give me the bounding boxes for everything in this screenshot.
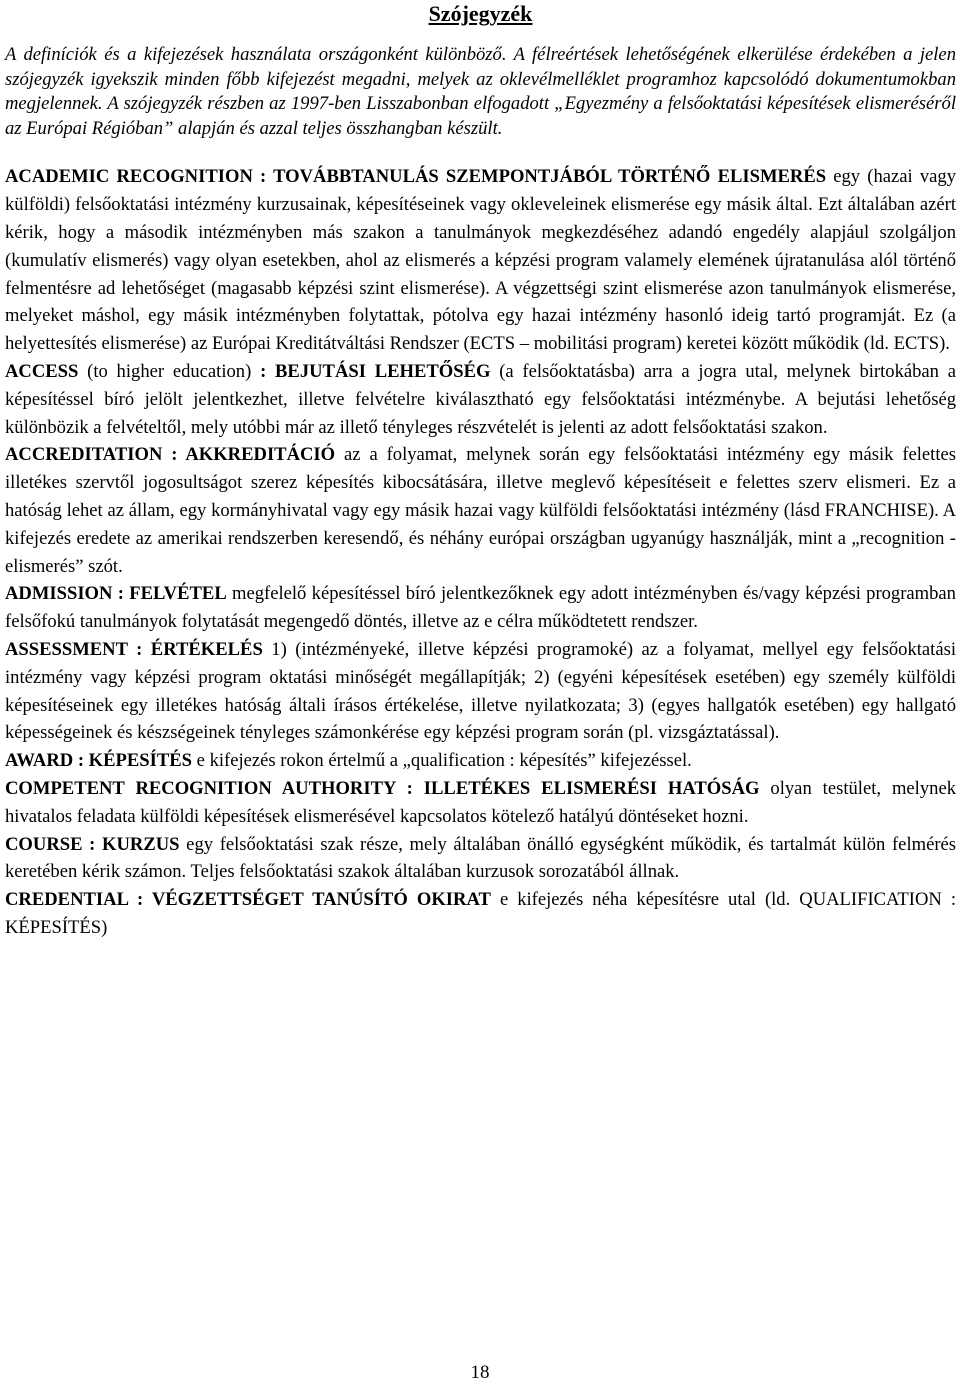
glossary-term: COMPETENT RECOGNITION AUTHORITY : ILLETÉKES ELISMERÉSI HATÓSÁG: [5, 777, 760, 799]
glossary-definition: egy felsőoktatási szak része, mely általában önálló egységként működik, és tartalmát külön felmérés keretében kérik számon. Teljes felsőoktatási szakok általában kurzusok sorozatából állnak.: [5, 833, 957, 883]
glossary-definition: egy (hazai vagy külföldi) felsőoktatási intézmény kurzusainak, képesítéseinek vagy okleveleinek elismerése egy másik által. Ezt általában azért kérik, hogy a második intézményben más szakon a tanulmányok megkezdéséhez adandó engedély alapjául szolgáljon (kumulatív elismerés) vagy olyan esetekben, ahol az elismerés a képzési program valamely elemének újratanulása alól történő felmentésre ad lehetőséget (magasabb képzési szint elismerése). A végzettségi szint elismerése azon tanulmányok elismerése, melyeket máshol, egy másik intézményben folytattak, pótolva egy hazai intézmény hasonló ideig tartó programját. Ez (a helyettesítés elismerése) az Európai Kreditátváltási Rendszer (ECTS – mobilitási program) keretei között működik (ld. ECTS).: [5, 166, 956, 355]
glossary-entry-course: [5, 831, 956, 887]
glossary-entry-accreditation: [5, 441, 956, 580]
glossary-term: ACCESS: [5, 360, 79, 382]
intro-paragraph: A definíciók és a kifejezések használata országonként különböző. A félreértések lehetőségének elkerülése érdekében a jelen szójegyzék igyekszik minden főbb kifejezést megadni, melyek az oklevélmelléklet programhoz kapcsolódó dokumentumokban megjelennek. A szójegyzék részben az 1997-ben Lisszabonban elfogadott „Egyezmény a felsőoktatási képesítések elismeréséről az Európai Régióban” alapján és azzal teljes összhangban készült.: [5, 44, 956, 139]
glossary-definition: (a felsőoktatásba) arra a jogra utal, melynek birtokában a képesítéssel bíró jelölt jelentkezhet, illetve felvételre kiválasztható egy felsőoktatási intézménybe. A bejutási lehetőség különbözik a felvételtől, mely utóbbi már az illető tényleges részvételét is jelenti az adott felsőoktatási szakon.: [5, 360, 956, 438]
glossary-term: AWARD : KÉPESÍTÉS: [5, 750, 193, 772]
glossary-term: ACCREDITATION : AKKREDITÁCIÓ: [5, 444, 336, 466]
glossary-entry-assessment: [5, 636, 956, 747]
glossary-term: COURSE : KURZUS: [5, 833, 180, 855]
glossary-entry-award: [5, 747, 956, 775]
page-number: 18: [470, 1362, 490, 1383]
glossary-term: ADMISSION : FELVÉTEL: [5, 583, 227, 605]
glossary-term-note: (to higher education): [78, 360, 261, 382]
glossary-definition: e kifejezés rokon értelmű a „qualification : képesítés” kifejezéssel.: [192, 750, 692, 772]
glossary-entry-admission: [5, 580, 956, 636]
glossary-term: CREDENTIAL : VÉGZETTSÉGET TANÚSÍTÓ OKIRAT: [5, 889, 491, 911]
glossary-definition: e kifejezés néha képesítésre utal (ld. QUALIFICATION : KÉPESÍTÉS): [5, 889, 956, 938]
glossary-definition: az a folyamat, melynek során egy felsőoktatási intézmény egy másik felettes illetékes szervtől jogosultságot szerez képesítés kibocsátására, illetve meglevő képesítéseit e felettes szerv elismeri. Ez a hatóság lehet az állam, egy kormányhivatal vagy egy másik hazai vagy külföldi felsőoktatási intézmény (lásd FRANCHISE). A kifejezés eredete az amerikai rendszerben keresendő, és néhány európai országban ugyanúgy használják, mint a „recognition - elismerés” szót.: [5, 444, 957, 577]
glossary-entries: [5, 163, 956, 941]
glossary-term-translation: : BEJUTÁSI LEHETŐSÉG: [260, 360, 491, 382]
glossary-definition: olyan testület, melynek hivatalos feladata külföldi képesítések elismerésével kapcsolatos kötelező hatályú döntéseket hozni.: [5, 777, 956, 827]
glossary-term: ACADEMIC RECOGNITION : TOVÁBBTANULÁS SZEMPONTJÁBÓL TÖRTÉNŐ ELISMERÉS: [5, 166, 827, 188]
glossary-entry-academic-recognition: [5, 163, 956, 358]
glossary-definition: megfelelő képesítéssel bíró jelentkezőknek egy adott intézményben és/vagy képzési programban felsőfokú tanulmányok folytatását megengedő döntés, illetve az e célra működtetett rendszer.: [5, 583, 956, 633]
page-title: Szójegyzék: [428, 1, 533, 26]
glossary-entry-credential: [5, 886, 956, 942]
glossary-entry-access: [5, 358, 956, 441]
glossary-term: ASSESSMENT : ÉRTÉKELÉS: [5, 638, 263, 660]
glossary-entry-competent-recognition-authority: [5, 775, 956, 831]
glossary-definition: 1) (intézményeké, illetve képzési programoké) az a folyamat, mellyel egy felsőoktatási intézmény vagy képzési program oktatási minőségét megállapítják; 2) (egyéni képesítések esetében) egy személy külföldi képesítéseinek egy illetékes hatóság általi írásos értékelése, illetve nyilatkozata; 3) (egyes hallgatók esetében) egy hallgató képességeinek és készségeinek tényleges számonkérése egy képzési program során (pl. vizsgáztatással).: [5, 638, 956, 744]
